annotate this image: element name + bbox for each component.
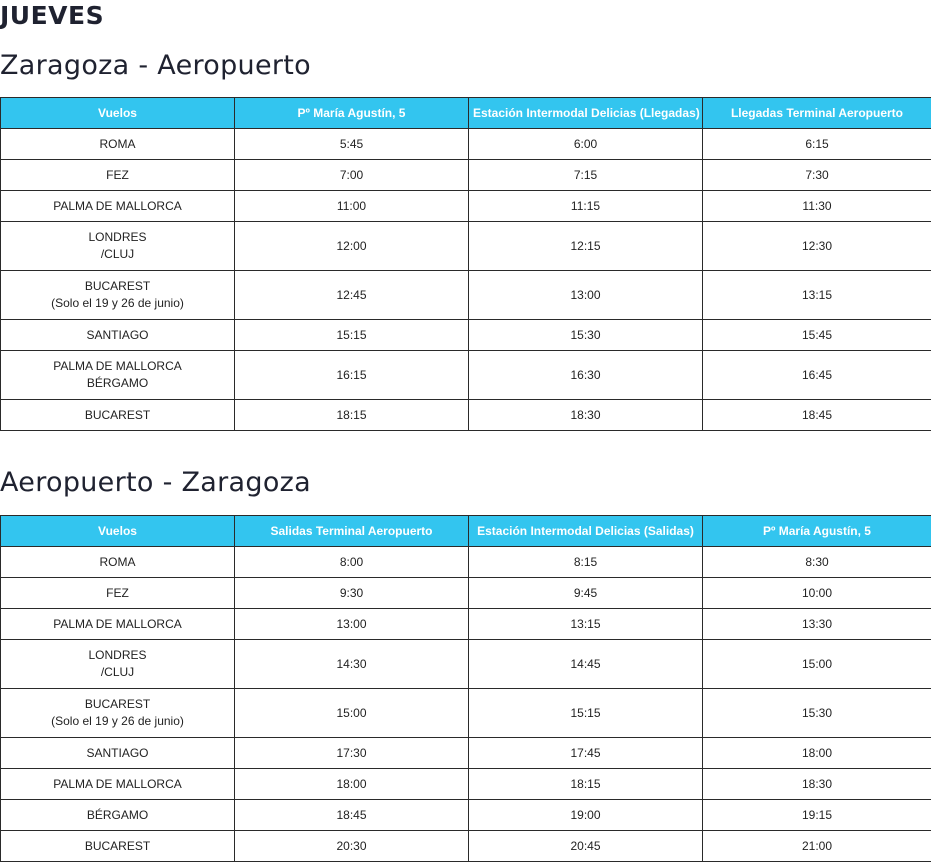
time-cell: 18:30 [703,769,931,800]
column-header: Estación Intermodal Delicias (Salidas) [469,516,703,547]
time-cell: 11:15 [469,191,703,222]
table-row [1,578,931,609]
flight-cell [1,400,235,431]
time-cell: 18:45 [235,800,469,831]
flight-label: BÉRGAMO [5,807,230,824]
column-header: Vuelos [1,516,235,547]
time-cell: 15:30 [703,689,931,738]
flight-cell [1,578,235,609]
table-row [1,222,931,271]
column-header: Llegadas Terminal Aeropuerto [703,98,931,129]
time-cell: 16:15 [235,351,469,400]
time-cell: 15:30 [469,320,703,351]
flight-cell [1,769,235,800]
column-header: Estación Intermodal Delicias (Llegadas) [469,98,703,129]
time-cell: 15:00 [703,640,931,689]
flight-cell [1,129,235,160]
flight-label: (Solo el 19 y 26 de junio) [5,295,230,312]
time-cell: 11:00 [235,191,469,222]
schedule-table-zaragoza-aeropuerto [0,97,931,431]
time-cell: 7:00 [235,160,469,191]
time-cell: 9:45 [469,578,703,609]
time-cell: 14:45 [469,640,703,689]
day-title: JUEVES [0,0,104,32]
time-cell: 16:45 [703,351,931,400]
time-cell: 20:30 [235,831,469,862]
table-row [1,129,931,160]
flight-label: SANTIAGO [5,745,230,762]
time-cell: 15:15 [235,320,469,351]
flight-label: PALMA DE MALLORCA [5,198,230,215]
flight-cell [1,222,235,271]
flight-label: BUCAREST [5,278,230,295]
time-cell: 12:45 [235,271,469,320]
table-header-row [1,516,931,547]
time-cell: 11:30 [703,191,931,222]
table-row [1,800,931,831]
time-cell: 12:15 [469,222,703,271]
flight-label: PALMA DE MALLORCA [5,616,230,633]
time-cell: 12:30 [703,222,931,271]
flight-label: BÉRGAMO [5,375,230,392]
flight-label: FEZ [5,167,230,184]
time-cell: 13:15 [703,271,931,320]
table-header-row [1,98,931,129]
time-cell: 8:30 [703,547,931,578]
time-cell: 7:15 [469,160,703,191]
flight-cell [1,689,235,738]
time-cell: 7:30 [703,160,931,191]
time-cell: 18:30 [469,400,703,431]
flight-cell [1,320,235,351]
time-cell: 9:30 [235,578,469,609]
flight-label: ROMA [5,136,230,153]
time-cell: 18:15 [469,769,703,800]
flight-cell [1,547,235,578]
time-cell: 21:00 [703,831,931,862]
time-cell: 6:15 [703,129,931,160]
time-cell: 13:15 [469,609,703,640]
time-cell: 13:00 [469,271,703,320]
column-header: Vuelos [1,98,235,129]
table-row [1,271,931,320]
table-row [1,400,931,431]
time-cell: 18:45 [703,400,931,431]
time-cell: 13:30 [703,609,931,640]
flight-label: LONDRES [5,647,230,664]
table-row [1,609,931,640]
table-row [1,320,931,351]
time-cell: 15:45 [703,320,931,351]
time-cell: 12:00 [235,222,469,271]
time-cell: 17:30 [235,738,469,769]
column-header: Salidas Terminal Aeropuerto [235,516,469,547]
time-cell: 19:15 [703,800,931,831]
flight-label: BUCAREST [5,407,230,424]
time-cell: 15:00 [235,689,469,738]
table-row [1,689,931,738]
time-cell: 18:15 [235,400,469,431]
flight-label: BUCAREST [5,838,230,855]
time-cell: 15:15 [469,689,703,738]
flight-label: (Solo el 19 y 26 de junio) [5,713,230,730]
flight-label: ROMA [5,554,230,571]
route-title-zaragoza-aeropuerto: Zaragoza - Aeropuerto [0,49,311,83]
table-row [1,160,931,191]
flight-cell [1,609,235,640]
flight-label: PALMA DE MALLORCA [5,776,230,793]
column-header: Pº María Agustín, 5 [703,516,931,547]
time-cell: 20:45 [469,831,703,862]
schedule-table-aeropuerto-zaragoza [0,515,931,862]
table-row [1,351,931,400]
time-cell: 13:00 [235,609,469,640]
flight-cell [1,800,235,831]
flight-label: /CLUJ [5,664,230,681]
time-cell: 5:45 [235,129,469,160]
time-cell: 10:00 [703,578,931,609]
time-cell: 8:00 [235,547,469,578]
flight-cell [1,831,235,862]
flight-label: /CLUJ [5,246,230,263]
flight-label: LONDRES [5,229,230,246]
time-cell: 19:00 [469,800,703,831]
flight-cell [1,640,235,689]
flight-label: BUCAREST [5,696,230,713]
time-cell: 6:00 [469,129,703,160]
flight-label: PALMA DE MALLORCA [5,358,230,375]
flight-cell [1,271,235,320]
table-row [1,640,931,689]
table-row [1,738,931,769]
flight-cell [1,191,235,222]
flight-label: FEZ [5,585,230,602]
flight-cell [1,351,235,400]
table-row [1,831,931,862]
table-row [1,769,931,800]
time-cell: 8:15 [469,547,703,578]
flight-label: SANTIAGO [5,327,230,344]
table-row [1,547,931,578]
flight-cell [1,738,235,769]
time-cell: 18:00 [703,738,931,769]
column-header: Pº María Agustín, 5 [235,98,469,129]
time-cell: 14:30 [235,640,469,689]
time-cell: 17:45 [469,738,703,769]
table-row [1,191,931,222]
time-cell: 16:30 [469,351,703,400]
route-title-aeropuerto-zaragoza: Aeropuerto - Zaragoza [0,466,311,500]
time-cell: 18:00 [235,769,469,800]
flight-cell [1,160,235,191]
